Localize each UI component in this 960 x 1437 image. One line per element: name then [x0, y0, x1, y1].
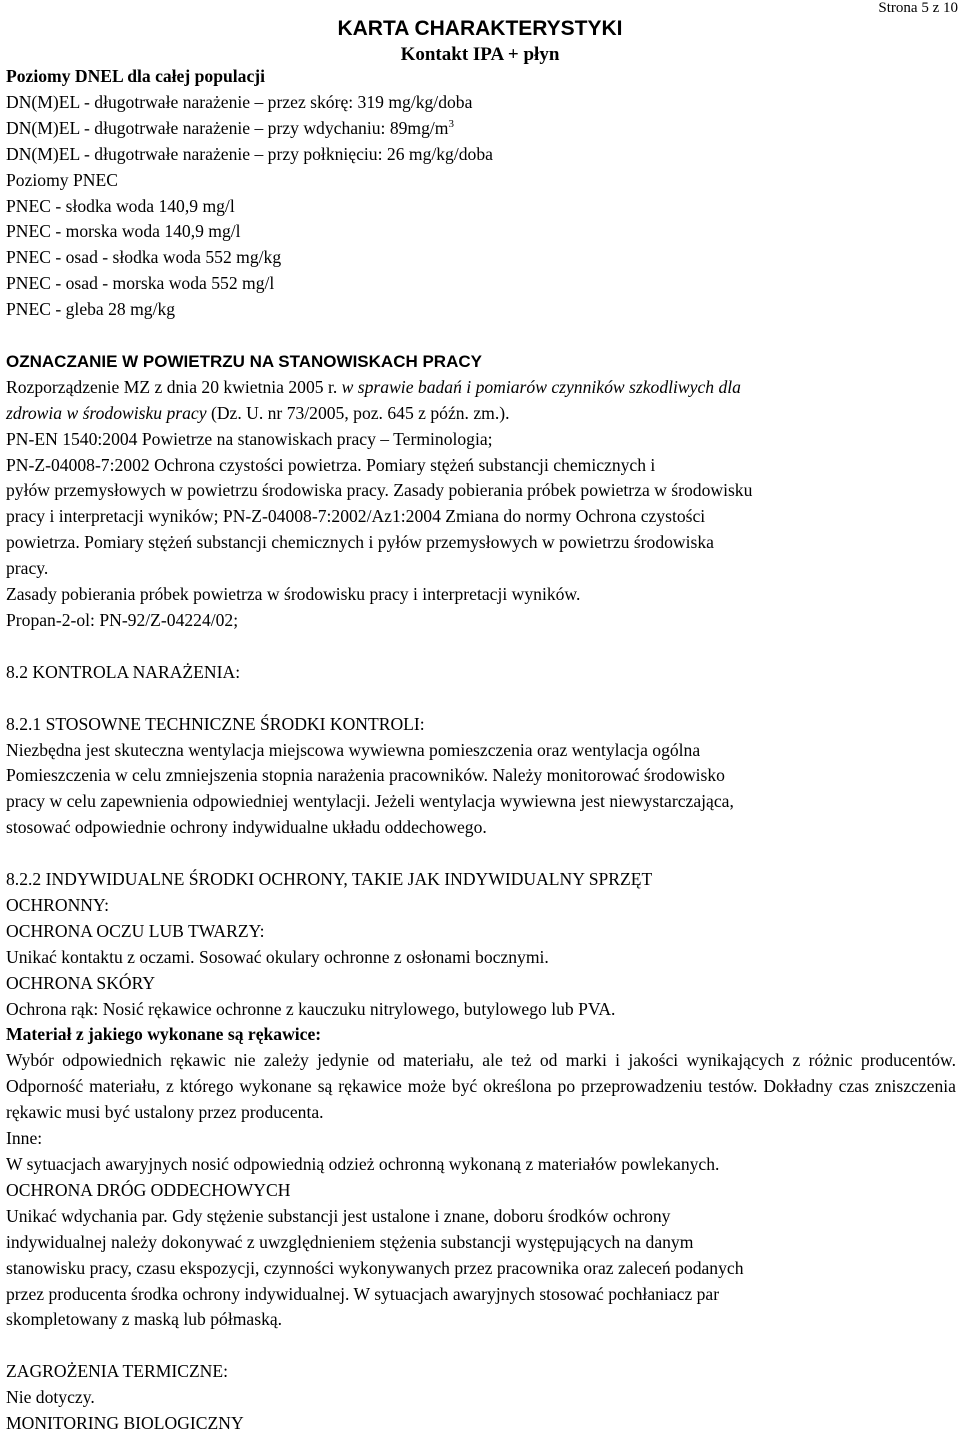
- measurement-regulation-line: [6, 375, 956, 401]
- thermal-hazards-text: Nie dotyczy.: [6, 1387, 95, 1408]
- respiratory-protection-heading: OCHRONA DRÓG ODDECHOWYCH: [6, 1179, 291, 1200]
- measurement-standard: PN-Z-04008-7:2002 Ochrona czystości powietrza. Pomiary stężeń substancji chemicznych i: [6, 454, 656, 475]
- respiratory-protection-text: przez producenta środka ochrony indywidualnej. W sytuacjach awaryjnych stosować pochłaniacz par: [6, 1283, 720, 1304]
- technical-controls-text: pracy w celu zapewnienia odpowiedniej wentylacji. Jeżeli wentylacja wywiewna jest niewystarczająca,: [6, 791, 734, 812]
- ppe-heading: 8.2.2 INDYWIDUALNE ŚRODKI OCHRONY, TAKIE JAK INDYWIDUALNY SPRZĘT: [6, 869, 653, 890]
- dnel-oral: DN(M)EL - długotrwałe narażenie – przy połknięciu: 26 mg/kg/doba: [6, 143, 493, 164]
- glove-material-heading: Materiał z jakiego wykonane są rękawice:: [6, 1024, 322, 1045]
- technical-controls-text: Pomieszczenia w celu zmniejszenia stopnia narażenia pracowników. Należy monitorować środowisko: [6, 765, 725, 786]
- page-number: Strona 5 z 10: [878, 0, 958, 16]
- spacer: [6, 686, 956, 712]
- regulation-title: Rozporządzenie MZ z dnia 20 kwietnia 2005 r.: [6, 376, 342, 397]
- measurement-heading: OZNACZANIE W POWIETRZU NA STANOWISKACH PRACY: [6, 351, 482, 371]
- respiratory-protection-text: Unikać wdychania par. Gdy stężenie substancji jest ustalone i znane, doboru środków ochrony: [6, 1205, 671, 1226]
- respiratory-protection-text: skompletowany z maską lub półmaską.: [6, 1309, 283, 1330]
- spacer: [6, 634, 956, 660]
- document-subtitle: Kontakt IPA + płyn: [400, 44, 560, 65]
- measurement-standard: PN-EN 1540:2004 Powietrze na stanowiskach pracy – Terminologia;: [6, 428, 493, 449]
- document-body: [6, 64, 956, 1437]
- pnec-item: PNEC - gleba 28 mg/kg: [6, 299, 176, 320]
- pnec-item: PNEC - słodka woda 140,9 mg/l: [6, 195, 235, 216]
- other-protection-label: Inne:: [6, 1128, 43, 1149]
- regulation-subject: w sprawie badań i pomiarów czynników szkodliwych dla: [341, 376, 741, 397]
- dnel-inhalation-text: DN(M)EL - długotrwałe narażenie – przy wdychaniu: 89mg/m: [6, 117, 449, 138]
- dnel-inhalation-superscript: 3: [448, 117, 454, 130]
- respiratory-protection-text: indywidualnej należy dokonywać z uwzględnieniem stężenia substancji występujących na danym: [6, 1231, 694, 1252]
- measurement-regulation-line: [6, 401, 956, 427]
- dnel-heading: Poziomy DNEL dla całej populacji: [6, 66, 266, 86]
- measurement-standard: powietrza. Pomiary stężeń substancji chemicznych i pyłów przemysłowych w powietrzu środowiska: [6, 532, 714, 553]
- exposure-control-heading: 8.2 KONTROLA NARAŻENIA:: [6, 661, 241, 682]
- biological-monitoring-heading: MONITORING BIOLOGICZNY: [6, 1413, 244, 1434]
- regulation-subject-cont: zdrowia w środowisku pracy: [6, 402, 207, 423]
- measurement-standard: pracy i interpretacji wyników; PN-Z-04008-7:2002/Az1:2004 Zmiana do normy Ochrona czystości: [6, 506, 706, 527]
- dnel-skin: DN(M)EL - długotrwałe narażenie – przez skórę: 319 mg/kg/doba: [6, 91, 473, 112]
- dnel-inhalation: [6, 116, 956, 142]
- regulation-reference: (Dz. U. nr 73/2005, poz. 645 z późn. zm.).: [206, 402, 510, 423]
- spacer: [6, 323, 956, 349]
- document-title: KARTA CHARAKTERYSTYKI: [337, 17, 623, 40]
- eye-protection-heading: OCHRONA OCZU LUB TWARZY:: [6, 920, 265, 941]
- measurement-standard: Propan-2-ol: PN-92/Z-04224/02;: [6, 610, 239, 631]
- pnec-item: PNEC - morska woda 140,9 mg/l: [6, 221, 241, 242]
- other-protection-text: W sytuacjach awaryjnych nosić odpowiednią odzież ochronną wykonaną z materiałów powlekanych.: [6, 1154, 720, 1174]
- pnec-item: PNEC - osad - słodka woda 552 mg/kg: [6, 247, 282, 268]
- technical-controls-heading: 8.2.1 STOSOWNE TECHNICZNE ŚRODKI KONTROLI:: [6, 713, 425, 734]
- ppe-heading: OCHRONNY:: [6, 894, 109, 915]
- skin-protection-heading: OCHRONA SKÓRY: [6, 972, 156, 993]
- thermal-hazards-heading: ZAGROŻENIA TERMICZNE:: [6, 1361, 229, 1382]
- pnec-item: PNEC - osad - morska woda 552 mg/l: [6, 273, 275, 294]
- spacer: [6, 1333, 956, 1359]
- technical-controls-text: stosować odpowiednie ochrony indywidualne układu oddechowego.: [6, 817, 487, 838]
- eye-protection-text: Unikać kontaktu z oczami. Sosować okulary ochronne z osłonami bocznymi.: [6, 946, 549, 967]
- spacer: [6, 841, 956, 867]
- skin-protection-text: Ochrona rąk: Nosić rękawice ochronne z kauczuku nitrylowego, butylowego lub PVA.: [6, 998, 616, 1019]
- respiratory-protection-text: stanowisku pracy, czasu ekspozycji, czynności wykonywanych przez pracownika oraz zaleceń podanych: [6, 1257, 744, 1278]
- pnec-heading: Poziomy PNEC: [6, 169, 118, 190]
- measurement-standard: Zasady pobierania próbek powietrza w środowisku pracy i interpretacji wyników.: [6, 584, 581, 605]
- measurement-standard: pracy.: [6, 558, 49, 579]
- measurement-standard: pyłów przemysłowych w powietrzu środowiska pracy. Zasady pobierania próbek powietrza w środowisku: [6, 480, 753, 501]
- glove-material-text: Wybór odpowiednich rękawic nie zależy jedynie od materiału, ale też od marki i jakości wynikających z różnic producentów. Odporność materiału, z którego wykonane są rękawice może być określona po przeprowadzeniu testów. Dokładny czas zniszczenia rękawic musi być ustalony przez producenta.: [6, 1050, 956, 1123]
- technical-controls-text: Niezbędna jest skuteczna wentylacja miejscowa wywiewna pomieszczenia oraz wentylacja ogólna: [6, 739, 701, 760]
